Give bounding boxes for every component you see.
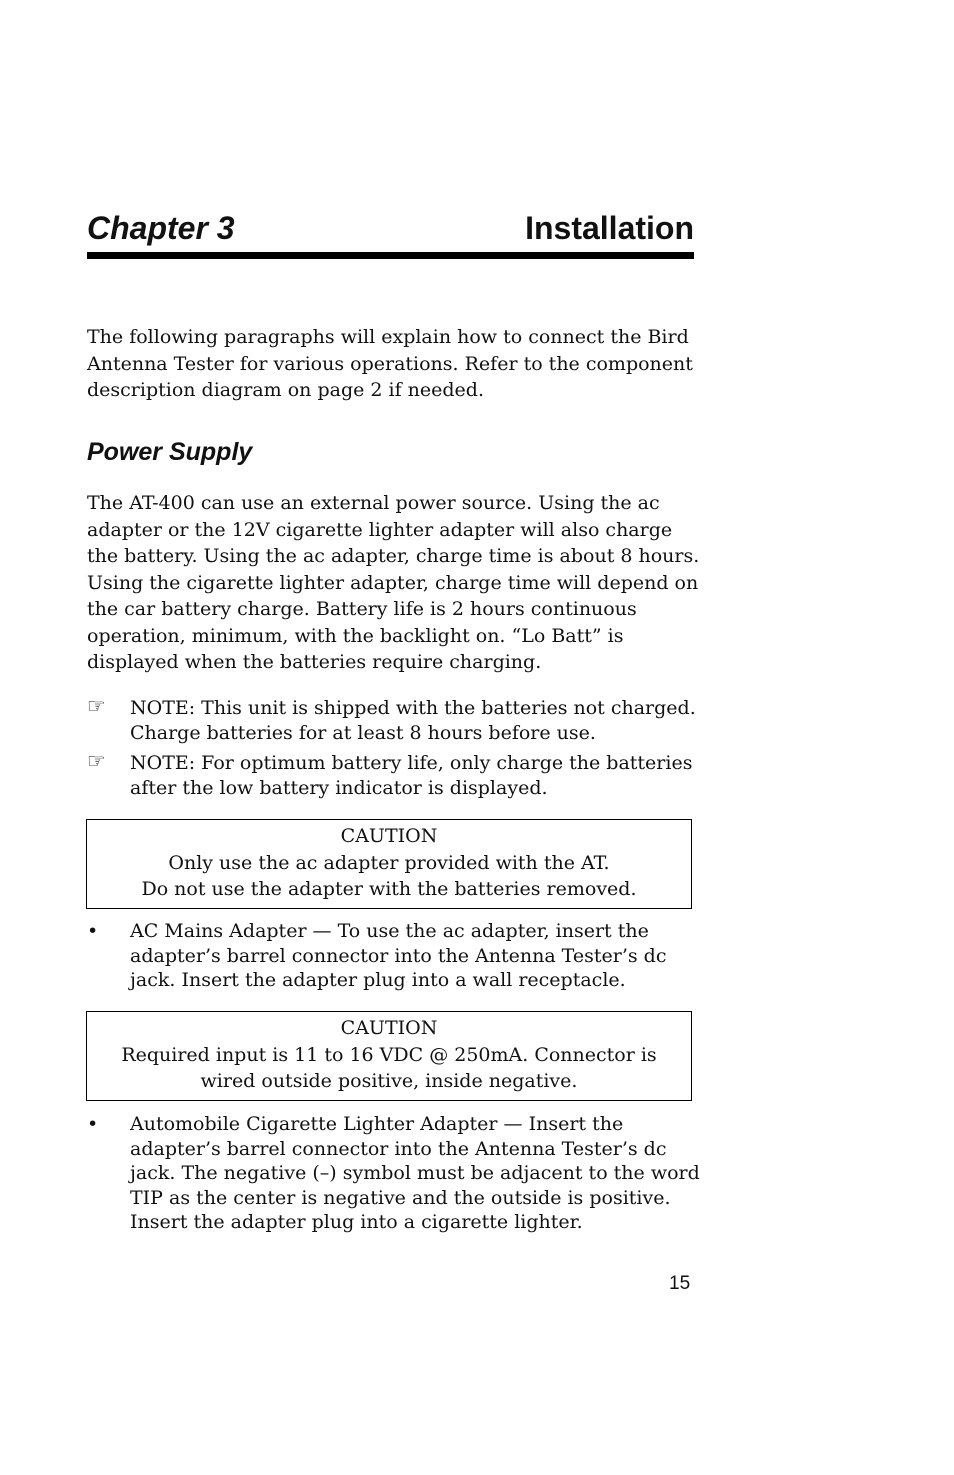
caution-line: Do not use the adapter with the batteries removed. — [141, 878, 637, 900]
caution-title: CAUTION — [340, 825, 438, 847]
caution-line: Required input is 11 to 16 VDC @ 250mA. Connector is — [121, 1043, 657, 1066]
chapter-title: Installation — [525, 210, 694, 246]
power-supply-paragraph: The AT-400 can use an external power source. Using the ac adapter or the 12V cigarette lighter adapter will also charge the battery. Using the ac adapter, charge time is about 8 hours. Using the cigarette lighter adapter, charge time will depend on the car battery charge. Battery life is 2 hours continuous operation, minimum, with the backlight on. “Lo Batt” is displayed when the batteries require charging. — [87, 492, 700, 673]
bullet-text: AC Mains Adapter — To use the ac adapter, insert the adapter’s barrel connector into the Antenna Tester’s dc jack. Insert the adapter plug into a wall receptacle. — [130, 920, 667, 991]
intro-paragraph: The following paragraphs will explain how to connect the Bird Antenna Tester for various operations. Refer to the component description diagram on page 2 if needed. — [87, 326, 693, 401]
section-heading: Power Supply — [87, 438, 253, 466]
caution-line: Only use the ac adapter provided with the AT. — [168, 851, 610, 874]
chapter-label: Chapter 3 — [87, 210, 235, 246]
header-rule — [87, 252, 694, 259]
caution-line: wired outside positive, inside negative. — [200, 1070, 578, 1092]
bullet-symbol: • — [87, 1113, 99, 1135]
bullet-text: Automobile Cigarette Lighter Adapter — Insert the adapter’s barrel connector into the Antenna Tester’s dc jack. The negative (–) symbol must be adjacent to the word TIP as the center is negative and the outside is positive. Insert the adapter plug into a cigarette lighter. — [130, 1113, 700, 1233]
note-text: NOTE: For optimum battery life, only charge the batteries after the low battery indicator is displayed. — [130, 752, 693, 799]
caution-box-input — [86, 1011, 692, 1101]
caution-box-adapter — [86, 819, 692, 909]
bullet-symbol: • — [87, 920, 99, 942]
chapter-header — [87, 205, 694, 257]
pointing-hand-icon: ☞ — [87, 749, 106, 773]
page-number: 15 — [669, 1273, 691, 1294]
note-text: NOTE: This unit is shipped with the batteries not charged. Charge batteries for at least 8 hours before use. — [130, 697, 696, 744]
caution-title: CAUTION — [340, 1017, 438, 1039]
pointing-hand-icon: ☞ — [87, 694, 106, 718]
